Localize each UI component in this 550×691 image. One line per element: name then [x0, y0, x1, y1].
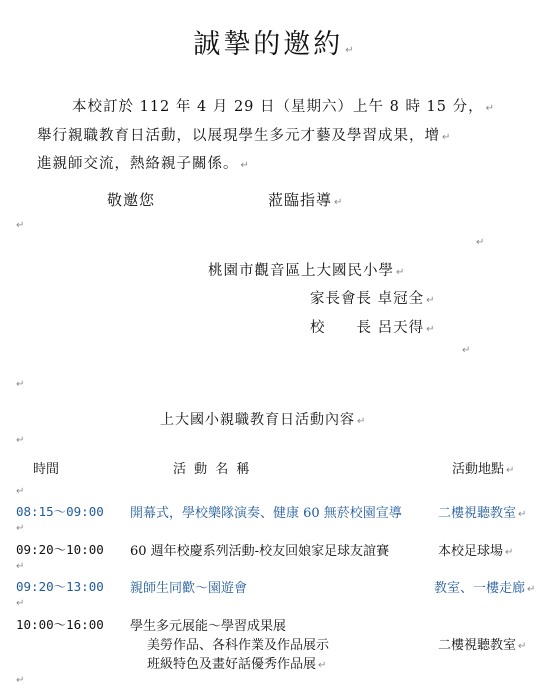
paragraph-mark-icon: ↵ [462, 345, 471, 356]
schedule-row-1 [16, 502, 104, 520]
row-location: 二樓視聽教室 ↵ [438, 638, 527, 653]
invite-left: 敬邀您 [107, 191, 156, 209]
schedule-row-4 [16, 615, 104, 633]
paragraph-mark-icon: ↵ [16, 561, 25, 572]
column-header-time: 時間 [33, 462, 60, 477]
row-activity: 60 週年校慶系列活動-校友回娘家足球友誼賽 [130, 544, 390, 559]
intro-line-1: 本校訂於 112 年 4 月 29 日（星期六）上午 8 時 15 分， ↵ [72, 99, 496, 115]
schedule-heading: 上大國小親職教育日活動內容 ↵ [160, 412, 367, 428]
pta-president: 家長會長 卓冠全 ↵ [310, 291, 436, 307]
paragraph-mark-icon: ↵ [16, 379, 25, 390]
paragraph-mark-icon: ↵ [518, 641, 527, 652]
paragraph-mark-icon: ↵ [16, 675, 25, 686]
paragraph-mark-icon: ↵ [506, 465, 515, 476]
row-activity: 開幕式，學校樂隊演奏、健康 60 無菸校園宣導 [130, 506, 402, 521]
paragraph-mark-icon: ↵ [345, 45, 357, 56]
row-activity: 親師生同歡～園遊會 [130, 581, 248, 596]
page-title: 誠摯的邀約 ↵ [193, 29, 357, 60]
principal: 校 長 呂天得 ↵ [310, 320, 436, 336]
paragraph-mark-icon: ↵ [527, 584, 536, 595]
paragraph-mark-icon: ↵ [318, 660, 327, 671]
paragraph-mark-icon: ↵ [485, 103, 496, 114]
paragraph-mark-icon: ↵ [396, 267, 406, 278]
school-name: 桃園市觀音區上大國民小學 ↵ [208, 263, 406, 279]
row-activity: 學生多元展能～學習成果展 [130, 619, 287, 634]
paragraph-mark-icon: ↵ [505, 547, 514, 558]
column-header-location: 活動地點 ↵ [452, 462, 515, 477]
paragraph-mark-icon: ↵ [476, 237, 485, 248]
paragraph-mark-icon: ↵ [357, 416, 367, 427]
schedule-row-2 [16, 540, 104, 558]
paragraph-mark-icon: ↵ [426, 324, 436, 335]
intro-line-3: 進親師交流，熱絡親子關係。 ↵ [37, 156, 250, 172]
paragraph-mark-icon: ↵ [16, 486, 25, 497]
column-header-activity: 活 動 名 稱 [173, 462, 252, 477]
row-time: 10:00～16:00 [16, 617, 104, 632]
row-activity-subline: 班級特色及畫好話優秀作品展 ↵ [147, 657, 327, 672]
paragraph-mark-icon: ↵ [426, 295, 436, 306]
paragraph-mark-icon: ↵ [442, 132, 452, 143]
paragraph-mark-icon: ↵ [240, 160, 250, 171]
paragraph-mark-icon: ↵ [16, 220, 25, 231]
row-location: 二樓視聽教室 ↵ [438, 506, 527, 521]
paragraph-mark-icon: ↵ [518, 509, 527, 520]
paragraph-mark-icon: ↵ [16, 435, 25, 446]
invite-right: 蒞臨指導 ↵ [268, 191, 344, 209]
row-location: 本校足球場 ↵ [438, 544, 514, 559]
intro-line-2: 舉行親職教育日活動，以展現學生多元才藝及學習成果，增 ↵ [37, 128, 452, 144]
row-time: 09:20～13:00 [16, 579, 104, 594]
row-activity-subline: 美勞作品、各科作業及作品展示 [147, 638, 330, 653]
schedule-row-3 [16, 577, 104, 595]
row-time: 09:20～10:00 [16, 542, 104, 557]
paragraph-mark-icon: ↵ [16, 523, 25, 534]
row-time: 08:15～09:00 [16, 504, 104, 519]
paragraph-mark-icon: ↵ [16, 598, 25, 609]
paragraph-mark-icon: ↵ [334, 197, 344, 208]
row-location: 教室、一樓走廊 ↵ [434, 581, 536, 596]
